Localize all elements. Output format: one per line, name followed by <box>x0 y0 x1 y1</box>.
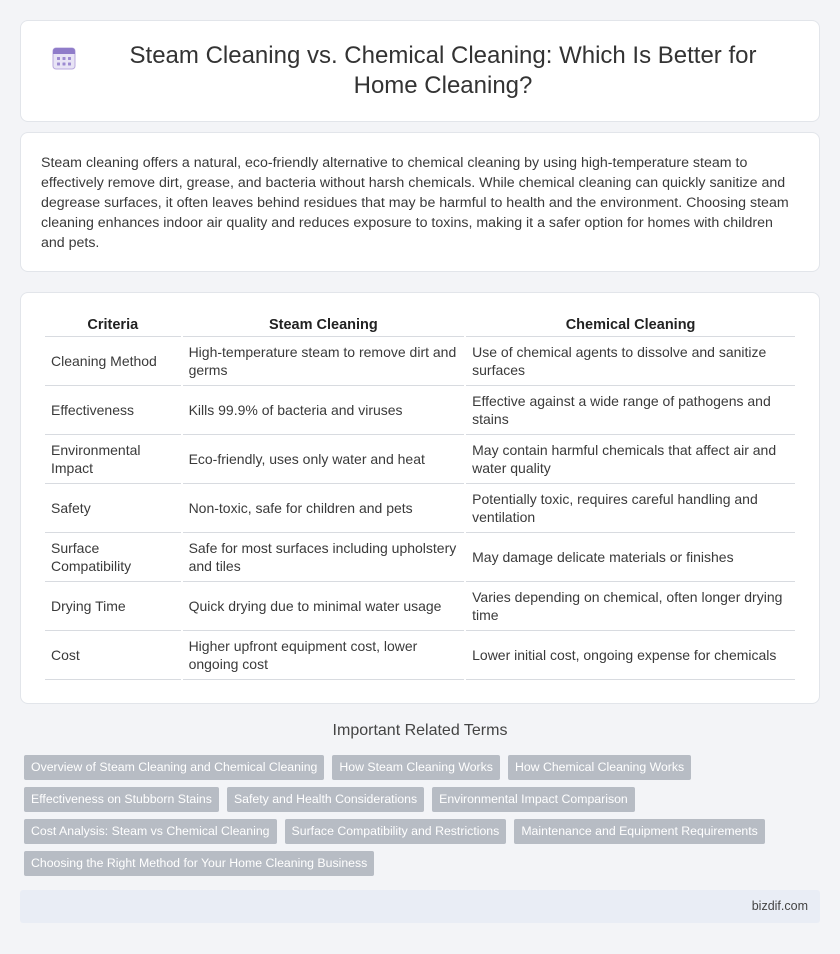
related-term-tag[interactable]: How Steam Cleaning Works <box>332 755 500 780</box>
criteria-cell: Surface Compatibility <box>45 533 181 582</box>
criteria-cell: Drying Time <box>45 582 181 631</box>
chemical-cell: Potentially toxic, requires careful handling and ventilation <box>466 484 795 533</box>
criteria-cell: Safety <box>45 484 181 533</box>
comparison-card <box>20 292 820 704</box>
chemical-cell: May damage delicate materials or finishes <box>466 533 795 582</box>
steam-cell: High-temperature steam to remove dirt and germs <box>183 337 465 386</box>
criteria-cell: Cost <box>45 631 181 680</box>
column-header-steam: Steam Cleaning <box>183 313 465 337</box>
intro-paragraph: Steam cleaning offers a natural, eco-friendly alternative to chemical cleaning by using high-temperature steam to effectively remove dirt, grease, and bacteria without harsh chemicals. While chemical cleaning can quickly sanitize and degrease surfaces, it often leaves behind residues that may be harmful to health and the environment. Choosing steam cleaning enhances indoor air quality and reduces exposure to toxins, making it a safer option for homes with children and pets. <box>41 155 789 251</box>
related-term-tag[interactable]: Choosing the Right Method for Your Home Cleaning Business <box>24 851 374 876</box>
table-row <box>45 582 795 631</box>
header-card <box>20 20 820 122</box>
related-term-tag[interactable]: Maintenance and Equipment Requirements <box>514 819 765 844</box>
related-terms-list <box>24 755 814 883</box>
steam-cell: Non-toxic, safe for children and pets <box>183 484 465 533</box>
footer-site-name[interactable]: bizdif.com <box>751 899 808 913</box>
criteria-cell: Effectiveness <box>45 386 181 435</box>
steam-cell: Safe for most surfaces including upholstery and tiles <box>183 533 465 582</box>
table-row <box>45 484 795 533</box>
related-term-tag[interactable]: Overview of Steam Cleaning and Chemical Cleaning <box>24 755 324 780</box>
table-row <box>45 631 795 680</box>
column-header-criteria: Criteria <box>45 313 181 337</box>
footer <box>20 890 820 923</box>
steam-cell: Eco-friendly, uses only water and heat <box>183 435 465 484</box>
chemical-cell: May contain harmful chemicals that affect air and water quality <box>466 435 795 484</box>
criteria-cell: Environmental Impact <box>45 435 181 484</box>
related-term-tag[interactable]: Effectiveness on Stubborn Stains <box>24 787 219 812</box>
table-header-row <box>45 313 795 337</box>
criteria-cell: Cleaning Method <box>45 337 181 386</box>
chemical-cell: Varies depending on chemical, often longer drying time <box>466 582 795 631</box>
steam-cell: Higher upfront equipment cost, lower ongoing cost <box>183 631 465 680</box>
related-term-tag[interactable]: How Chemical Cleaning Works <box>508 755 691 780</box>
related-term-tag[interactable]: Safety and Health Considerations <box>227 787 424 812</box>
column-header-chemical: Chemical Cleaning <box>466 313 795 337</box>
chemical-cell: Use of chemical agents to dissolve and sanitize surfaces <box>466 337 795 386</box>
chemical-cell: Effective against a wide range of pathogens and stains <box>466 386 795 435</box>
intro-card <box>20 132 820 272</box>
related-term-tag[interactable]: Environmental Impact Comparison <box>432 787 635 812</box>
steam-cell: Kills 99.9% of bacteria and viruses <box>183 386 465 435</box>
table-row <box>45 386 795 435</box>
steam-cell: Quick drying due to minimal water usage <box>183 582 465 631</box>
comparison-table <box>43 313 797 680</box>
page-title: Steam Cleaning vs. Chemical Cleaning: Which Is Better for Home Cleaning? <box>129 42 757 99</box>
related-term-tag[interactable]: Surface Compatibility and Restrictions <box>285 819 507 844</box>
title-wrap <box>51 41 789 101</box>
chemical-cell: Lower initial cost, ongoing expense for chemicals <box>466 631 795 680</box>
table-row <box>45 435 795 484</box>
related-term-tag[interactable]: Cost Analysis: Steam vs Chemical Cleaning <box>24 819 277 844</box>
related-terms-heading: Important Related Terms <box>332 722 508 739</box>
calendar-icon <box>51 45 77 71</box>
table-row <box>45 337 795 386</box>
table-row <box>45 533 795 582</box>
